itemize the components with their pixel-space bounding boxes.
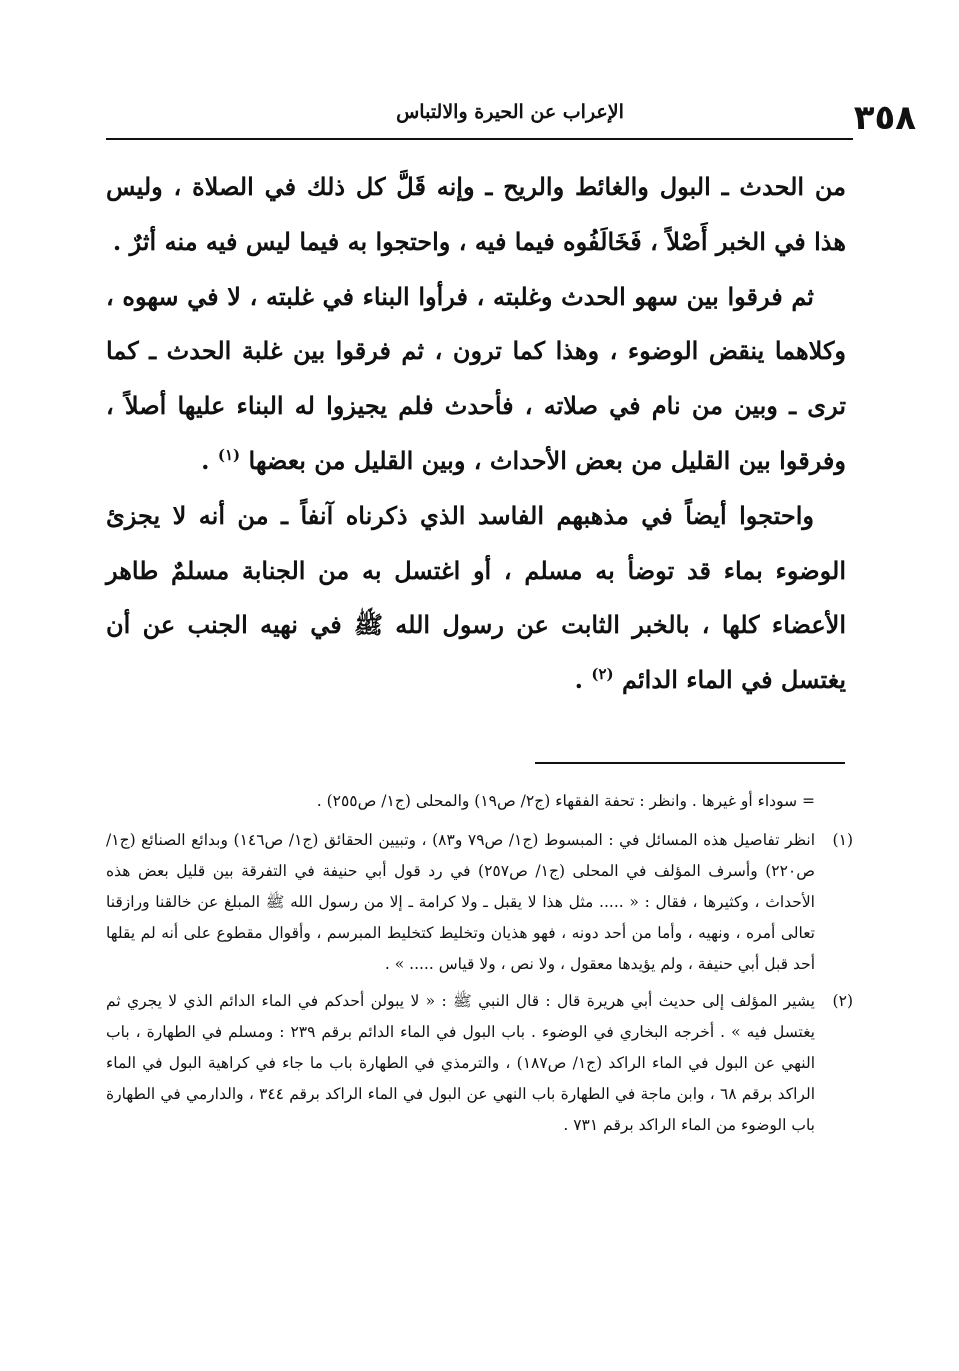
- footnote-ref-1: (١): [217, 445, 241, 464]
- paragraph-2: [106, 270, 846, 489]
- page-number: ٣٥٨: [853, 98, 916, 138]
- footnote-1-text: انظر تفاصيل هذه المسائل في : المبسوط (ج١/ ص٧٩ و٨٣) ، وتبيين الحقائق (ج١/ ص١٤٦) وبدائع الصنائع (ج١/ ص٢٢٠) وأسرف المؤلف في المحلى (ج١/ ص٢٥٧) في رد قول أبي حنيفة في التفرقة بين قليل بعض هذه الأحداث ، وكثيرها ، فقال : « ..... مثل هذا لا يقبل ـ ولا كرامة ـ إلا من رسول الله ﷺ المبلغ عن خالقنا ورازقنا تعالى أمره ، ونهيه ، وأما من أحد دونه ، فهو هذيان وتخليط كتخليط المبرسم ، وأقوال مقطوع على أنه لم يقلها أحد قبل أبي حنيفة ، ولم يؤيدها معقول ، ولا نص ، ولا قياس ..... » .: [106, 831, 816, 973]
- end-punct-1: .: [201, 445, 210, 475]
- paragraph-2-text: ثم فرقوا بين سهو الحدث وغلبته ، فرأوا البناء في غلبته ، لا في سهوه ، وكلاهما ينقض الوضوء ، وهذا كما ترون ، ثم فرقوا بين غلبة الحدث ـ كما ترى ـ وبين من نام في صلاته ، فأحدث فلم يجيزوا له البناء عليها أصلاً ، وفرقوا بين القليل من بعض الأحداث ، وبين القليل من بعضها: [106, 281, 846, 475]
- paragraph-3: [106, 489, 846, 708]
- end-punct-2: .: [574, 665, 584, 695]
- running-title: الإعراب عن الحيرة والالتباس: [396, 101, 624, 123]
- footnote-ref-2: (٢): [591, 665, 614, 684]
- footnote-continuation: = سوداء أو غيرها . وانظر : تحفة الفقهاء (ج٢/ ص١٩) والمحلى (ج١/ ص٢٥٥) .: [316, 792, 815, 810]
- footnote-2-text: يشير المؤلف إلى حديث أبي هريرة قال : قال النبي ﷺ : « لا يبولن أحدكم في الماء الدائم الذي لا يجري ثم يغتسل فيه » . أخرجه البخاري في الوضوء . باب البول في الماء الدائم برقم ٢٣٩ : ومسلم في الطهارة ، باب النهي عن البول في الماء الراكد (ج١/ ص١٨٧) ، والترمذي في الطهارة باب ما جاء في كراهية البول في الماء الراكد برقم ٦٨ ، وابن ماجة في الطهارة باب النهي عن البول في الماء الراكد برقم ٣٤٤ ، والدارمي في الطهارة باب الوضوء من الماء الراكد برقم ٧٣١ .: [106, 992, 816, 1134]
- paragraph-3-text: واحتجوا أيضاً في مذهبهم الفاسد الذي ذكرناه آنفاً ـ من أنه لا يجزئ الوضوء بماء قد توضأ به مسلم ، أو اغتسل به من الجنابة مسلمٌ طاهر الأعضاء كلها ، بالخبر الثابت عن رسول الله ﷺ في نهيه الجنب عن أن يغتسل في الماء الدائم: [106, 500, 847, 695]
- header-rule: [106, 138, 853, 140]
- footnote-rule: [535, 762, 845, 764]
- footnote-1: [106, 825, 853, 980]
- footnote-2-marker: (٢): [832, 992, 853, 1010]
- paragraph-1-text: من الحدث ـ البول والغائط والريح ـ وإنه قَلَّ كل ذلك في الصلاة ، وليس هذا في الخبر أَصْلاً ، فَخَالَفُوه فيما فيه ، واحتجوا به فيما ليس فيه منه أثرٌ .: [106, 172, 846, 256]
- footnote-2: [106, 986, 853, 1141]
- main-text: [106, 160, 846, 708]
- footnote-1-marker: (١): [832, 831, 853, 849]
- footnotes: [106, 786, 853, 1147]
- paragraph-1: [106, 160, 846, 270]
